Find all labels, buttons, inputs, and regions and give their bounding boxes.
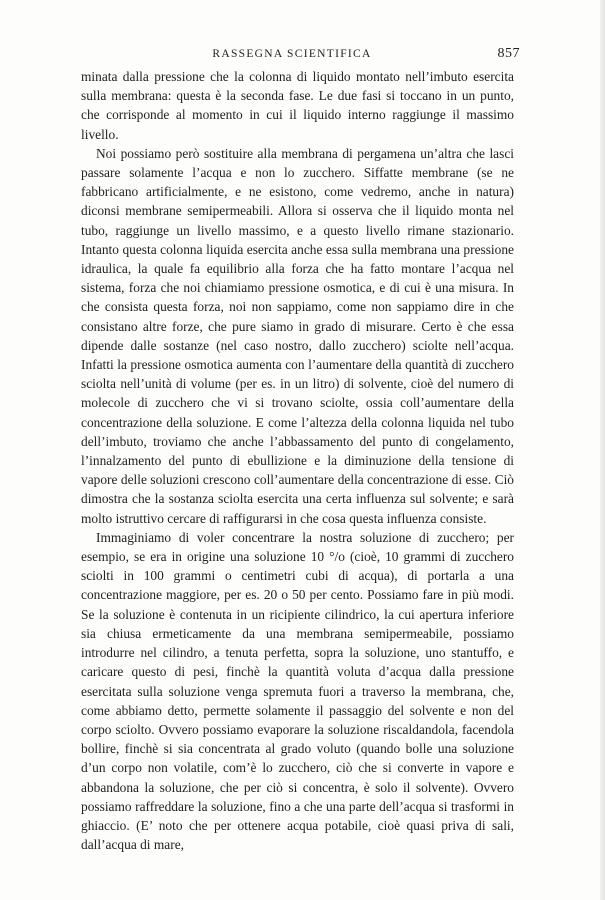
running-title: RASSEGNA SCIENTIFICA — [212, 48, 372, 60]
page-number: 857 — [497, 46, 520, 61]
paragraph-semipermeable-membranes: Noi possiamo però sostituire alla membrana di pergamena un’altra che lasci passare solamente l’acqua e non lo zucchero. Siffatte membrane (se ne fabbricano artificialmente, e ne esistono, come vedremo, anche in natura) diconsi membrane semipermeabili. Allora si osserva che il liquido monta nel tubo, raggiunge un livello massimo, e a questo livello rimane stazionario. Intanto questa colonna liquida esercita anche essa sulla membrana una pressione idraulica, la quale fa equilibrio alla forza che ha fatto montare l’acqua nel sistema, forza che noi chiamiamo pressione osmotica, e di cui è una misura. In che consista questa forza, noi non sappiamo, come non sappiamo dire in che consistano altre forze, che pure siamo in grado di misurare. Certo è che essa dipende dalle sostanze (nel caso nostro, dallo zucchero) sciolte nell’acqua. Infatti la pressione osmotica aumenta con l’aumentare della quantità di zucchero sciolta nell’unità di volume (per es. in un litro) di solvente, cioè del numero di molecole di zucchero che vi si trovano sciolte, ossia coll’aumentare della concentrazione della soluzione. E come l’altezza della colonna liquida nel tubo dell’imbuto, troviamo che anche l’abbassamento del punto di congelamento, l’innalzamento del punto di ebullizione e la diminuzione della tensione di vapore delle soluzioni crescono coll’aumentare della concentrazione di esse. Ciò dimostra che la sostanza sciolta esercita una certa influenza sul solvente; e sarà molto istruttivo cercare di raffigurarsi in che cosa questa influenza consiste. — [81, 145, 514, 526]
paragraph-concentration-methods: Immaginiamo di voler concentrare la nostra soluzione di zucchero; per esempio, se era in origine una soluzione 10 °/o (cioè, 10 grammi di zucchero sciolti in 100 grammi o centimetri cubi di acqua), di portarla a una concentrazione maggiore, per es. 20 o 50 per cento. Possiamo fare in più modi. Se la soluzione è contenuta in un ricipiente cilindrico, la cui apertura inferiore sia chiusa ermeticamente da una membrana semipermeabile, possiamo introdurre nel cilindro, a tenuta perfetta, sopra la soluzione, uno stantuffo, e caricare questo di pesi, finchè la quantità voluta d’acqua dalla pressione esercitata sulla soluzione venga spremuta fuori a traverso la membrana, che, come abbiamo detto, permette solamente il passaggio del solvente e non del corpo sciolto. Ovvero possiamo evaporare la soluzione riscaldandola, facendola bollire, finchè si sia concentrata al grado voluto (quando bolle una soluzione d’un corpo non volatile, com’è lo zucchero, ciò che si converte in vapore e abbandona la soluzione, che per ciò si concentra, è solo il solvente). Ovvero possiamo raffreddare la soluzione, fino a che una parte dell’acqua si trasformi in ghiaccio. (E’ noto che per ottenere acqua potabile, cioè quasi priva di sali, dall’acqua di mare, — [81, 529, 514, 853]
body-text — [81, 67, 514, 854]
running-header — [68, 46, 520, 64]
page-edge-shadow — [600, 0, 605, 900]
paragraph-continuation: minata dalla pressione che la colonna di liquido montato nell’imbuto esercita sulla membrana: questa è la seconda fase. Le due fasi si toccano in un punto, che corrisponde al momento in cui il liquido interno raggiunge il massimo livello. — [81, 69, 514, 142]
